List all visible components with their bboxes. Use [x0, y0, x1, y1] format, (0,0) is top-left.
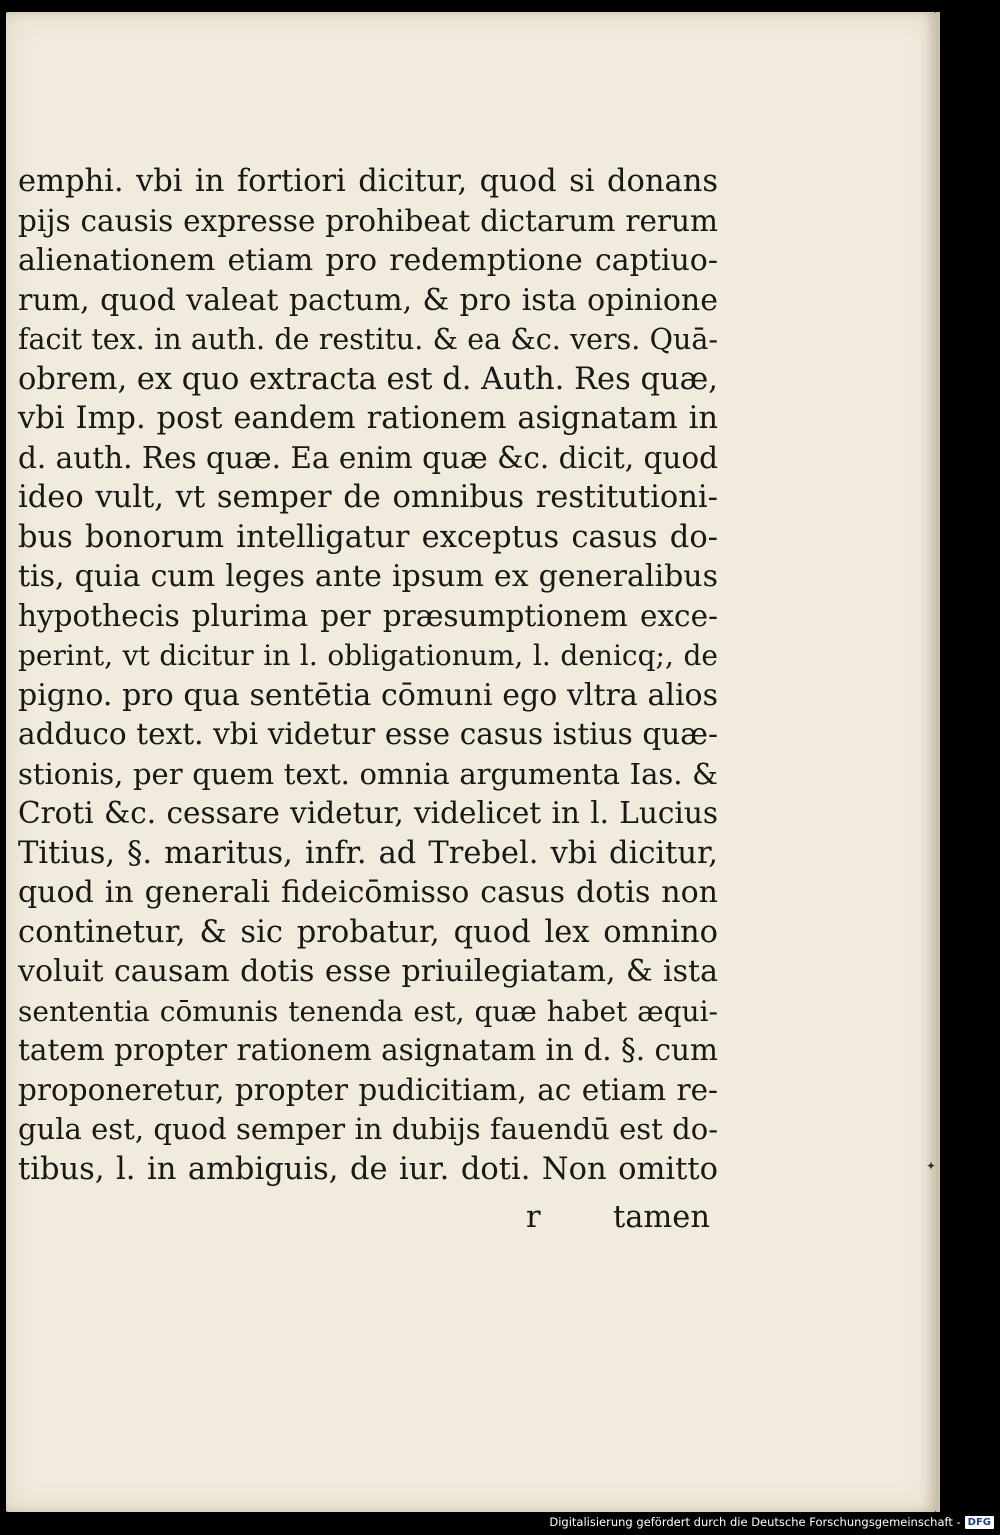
text-line: rum, quod valeat pactum, & pro ista opinione — [18, 282, 718, 318]
text-line: ideo vult, vt semper de omnibus restitutioni- — [18, 480, 718, 515]
dfg-logo-icon: DFG — [965, 1516, 994, 1529]
text-line: emphi. vbi in fortiori dicitur, quod si donans — [18, 164, 718, 199]
book-page — [6, 12, 936, 1512]
page-edge — [936, 12, 940, 1512]
text-line: adduco text. vbi videtur esse casus istius quæ- — [18, 717, 718, 751]
text-block — [18, 162, 718, 1189]
text-line: alienationem etiam pro redemptione captiuo- — [18, 243, 718, 278]
page-foot — [18, 1198, 718, 1238]
text-line: continetur, & sic probatur, quod lex omnino — [18, 914, 718, 950]
signature-mark: r — [526, 1200, 541, 1235]
text-line: tatem propter rationem asignatam in d. §. cum — [18, 1033, 718, 1067]
text-line: tibus, l. in ambiguis, de iur. doti. Non omitto — [18, 1151, 718, 1187]
text-line: voluit causam dotis esse priuilegiatam, & ista — [18, 954, 718, 989]
text-line: perint, vt dicitur in l. obligationum, l. denicq;, de — [18, 639, 718, 672]
text-line: sententia cōmunis tenenda est, quæ habet æqui- — [18, 994, 718, 1028]
text-line: vbi Imp. post eandem rationem asignatam in — [18, 401, 718, 436]
text-line: quod in generali fideicōmisso casus dotis non — [18, 875, 718, 910]
text-line: Croti &c. cessare videtur, videlicet in l. Lucius — [18, 796, 718, 830]
text-line: bus bonorum intelligatur exceptus casus do- — [18, 519, 718, 555]
catchword: tamen — [612, 1200, 710, 1235]
text-line: gula est, quod semper in dubijs fauendū est do- — [18, 1112, 718, 1146]
text-line: proponeretur, propter pudicitiam, ac etiam re- — [18, 1072, 718, 1107]
digitization-footer — [549, 1512, 994, 1532]
text-line: tis, quia cum leges ante ipsum ex generalibus — [18, 559, 718, 594]
text-line: Titius, §. maritus, infr. ad Trebel. vbi dicitur, — [18, 835, 718, 871]
text-line: pijs causis expresse prohibeat dictarum rerum — [18, 203, 718, 238]
text-line: stionis, per quem text. omnia argumenta Ias. & — [18, 756, 718, 791]
footer-credit: Digitalisierung gefördert durch die Deutsche Forschungsgemeinschaft - — [549, 1515, 961, 1529]
text-line: d. auth. Res quæ. Ea enim quæ &c. dicit, quod — [18, 440, 719, 475]
text-line: facit tex. in auth. de restitu. & ea &c. vers. Quā- — [18, 323, 718, 356]
margin-mark-icon: ✦ — [926, 1159, 937, 1173]
text-line: pigno. pro qua sentētia cōmuni ego vltra alios — [18, 677, 718, 713]
text-line: obrem, ex quo extracta est d. Auth. Res quæ, — [18, 361, 718, 397]
text-line: hypothecis plurima per præsumptionem exce- — [18, 598, 718, 633]
